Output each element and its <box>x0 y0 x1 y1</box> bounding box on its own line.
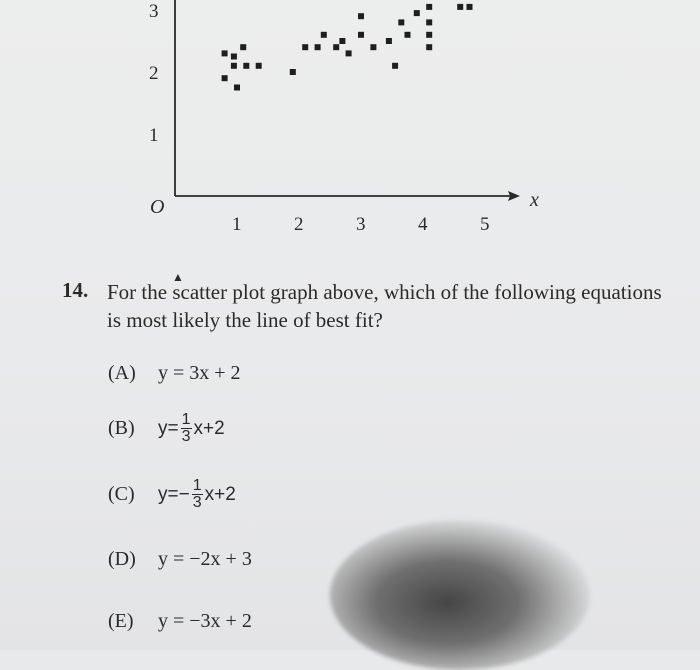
choice-c-suffix: x+2 <box>204 483 236 505</box>
choice-b[interactable] <box>108 412 225 445</box>
data-point <box>426 32 432 38</box>
choice-a-equation: y = 3x + 2 <box>158 362 241 384</box>
choice-a[interactable] <box>108 362 241 385</box>
origin-label: O <box>150 196 165 218</box>
choice-c-equation <box>158 478 236 511</box>
data-point <box>426 4 432 10</box>
cursor-mark-icon: ▲ <box>172 270 184 284</box>
data-point <box>339 38 345 44</box>
data-point <box>234 85 240 91</box>
question-number: 14. <box>62 278 89 302</box>
choice-b-fraction <box>181 412 192 445</box>
data-point <box>414 10 420 16</box>
data-point <box>333 44 339 50</box>
data-point <box>240 44 246 50</box>
x-tick-label: 3 <box>356 214 366 235</box>
data-point <box>467 4 473 10</box>
choice-b-prefix: y= <box>158 417 179 439</box>
x-tick-labels <box>232 214 490 235</box>
choice-c-prefix: y=− <box>158 483 190 505</box>
data-point <box>302 44 308 50</box>
data-point <box>398 19 404 25</box>
choice-e[interactable] <box>108 610 252 633</box>
x-axis-label: x <box>530 189 539 211</box>
x-tick-label: 4 <box>418 214 428 235</box>
question-text: For the scatter plot graph above, which of the following equations is most likely the line of best fit? <box>107 280 662 332</box>
choice-b-numerator: 1 <box>181 411 191 428</box>
choice-e-equation: y = −3x + 2 <box>158 610 252 632</box>
choice-a-letter: (A) <box>108 362 136 384</box>
data-point <box>457 4 463 10</box>
choice-c-fraction <box>192 478 203 511</box>
data-point <box>392 63 398 69</box>
y-tick-label: 3 <box>149 1 159 22</box>
choice-c-denominator: 3 <box>192 494 202 511</box>
x-tick-label: 5 <box>480 214 490 235</box>
y-tick-label: 1 <box>149 125 159 146</box>
y-tick-labels <box>149 1 159 146</box>
data-point <box>358 32 364 38</box>
data-point <box>386 38 392 44</box>
choice-c-numerator: 1 <box>192 477 202 494</box>
choice-d-equation: y = −2x + 3 <box>158 548 252 570</box>
x-tick-label: 2 <box>294 214 304 235</box>
data-points <box>222 4 473 91</box>
choice-b-suffix: x+2 <box>193 417 225 439</box>
choice-e-letter: (E) <box>108 610 134 632</box>
data-point <box>346 50 352 56</box>
data-point <box>358 13 364 19</box>
data-point <box>256 63 262 69</box>
data-point <box>370 44 376 50</box>
photo-smudge <box>330 520 590 670</box>
data-point <box>243 63 249 69</box>
choice-c[interactable] <box>108 478 236 511</box>
data-point <box>315 44 321 50</box>
choice-d-letter: (D) <box>108 548 136 570</box>
choice-c-letter: (C) <box>108 483 135 505</box>
data-point <box>231 54 237 60</box>
data-point <box>222 50 228 56</box>
choice-b-denominator: 3 <box>181 428 191 445</box>
scatter-plot <box>0 0 700 260</box>
data-point <box>222 75 228 81</box>
choice-b-equation <box>158 412 225 445</box>
data-point <box>231 63 237 69</box>
data-point <box>321 32 327 38</box>
data-point <box>290 69 296 75</box>
data-point <box>426 44 432 50</box>
choice-b-letter: (B) <box>108 417 135 439</box>
choice-d[interactable] <box>108 548 252 571</box>
data-point <box>405 32 411 38</box>
y-tick-label: 2 <box>149 63 159 84</box>
data-point <box>426 19 432 25</box>
x-tick-label: 1 <box>232 214 242 235</box>
